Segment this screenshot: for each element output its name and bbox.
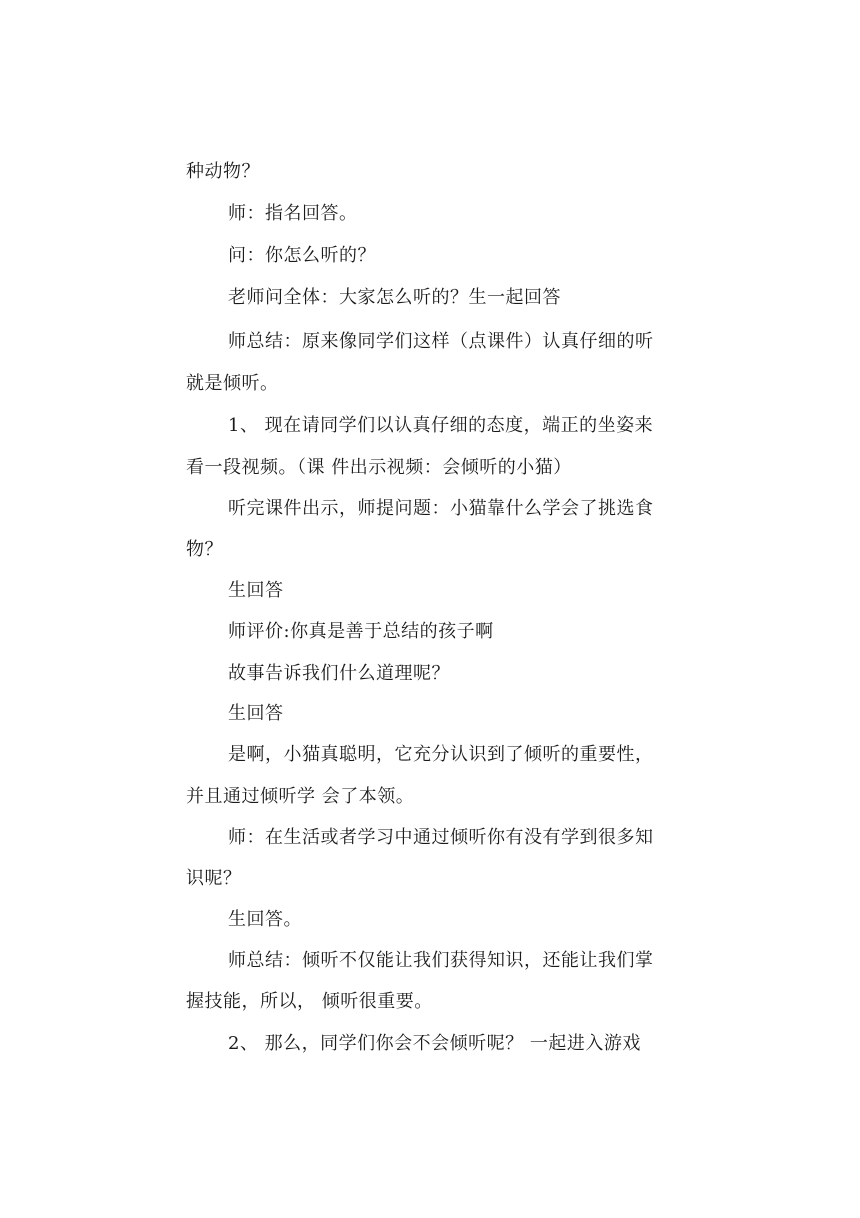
text-line: 是啊，小猫真聪明，它充分认识到了倾听的重要性， [228, 744, 654, 765]
text-line: 师：在生活或者学习中通过倾听你有没有学到很多知 [228, 827, 654, 848]
text-line: 师：指名回答。 [228, 203, 358, 224]
text-line: 识呢？ [186, 868, 242, 889]
text-line: 师总结：原来像同学们这样（点课件）认真仔细的听 [228, 331, 654, 352]
text-line: 故事告诉我们什么道理呢？ [228, 663, 450, 684]
text-line: 师总结：倾听不仅能让我们获得知识，还能让我们掌 [228, 950, 654, 971]
text-line: 生回答 [228, 703, 284, 724]
text-line: 就是倾听。 [186, 373, 279, 394]
text-line: 并且通过倾听学 会了本领。 [186, 786, 415, 807]
text-line: 物？ [186, 539, 223, 560]
text-line: 听完课件出示，师提问题：小猫靠什么学会了挑选食 [228, 498, 654, 519]
text-line: 种动物？ [186, 161, 260, 182]
text-line: 生回答。 [228, 909, 302, 930]
text-line: 老师问全体：大家怎么听的？生一起回答 [228, 287, 561, 308]
text-line: 2、 那么，同学们你会不会倾听呢？ 一起进入游戏 [228, 1033, 641, 1054]
text-line: 看一段视频。（课 件出示视频：会倾听的小猫） [186, 457, 572, 478]
text-line: 1、 现在请同学们以认真仔细的态度，端正的坐姿来 [228, 415, 654, 436]
text-line: 问：你怎么听的？ [228, 245, 376, 266]
text-line: 握技能，所以， 倾听很重要。 [186, 991, 433, 1012]
text-line: 生回答 [228, 580, 284, 601]
text-line: 师评价:你真是善于总结的孩子啊 [228, 621, 494, 642]
